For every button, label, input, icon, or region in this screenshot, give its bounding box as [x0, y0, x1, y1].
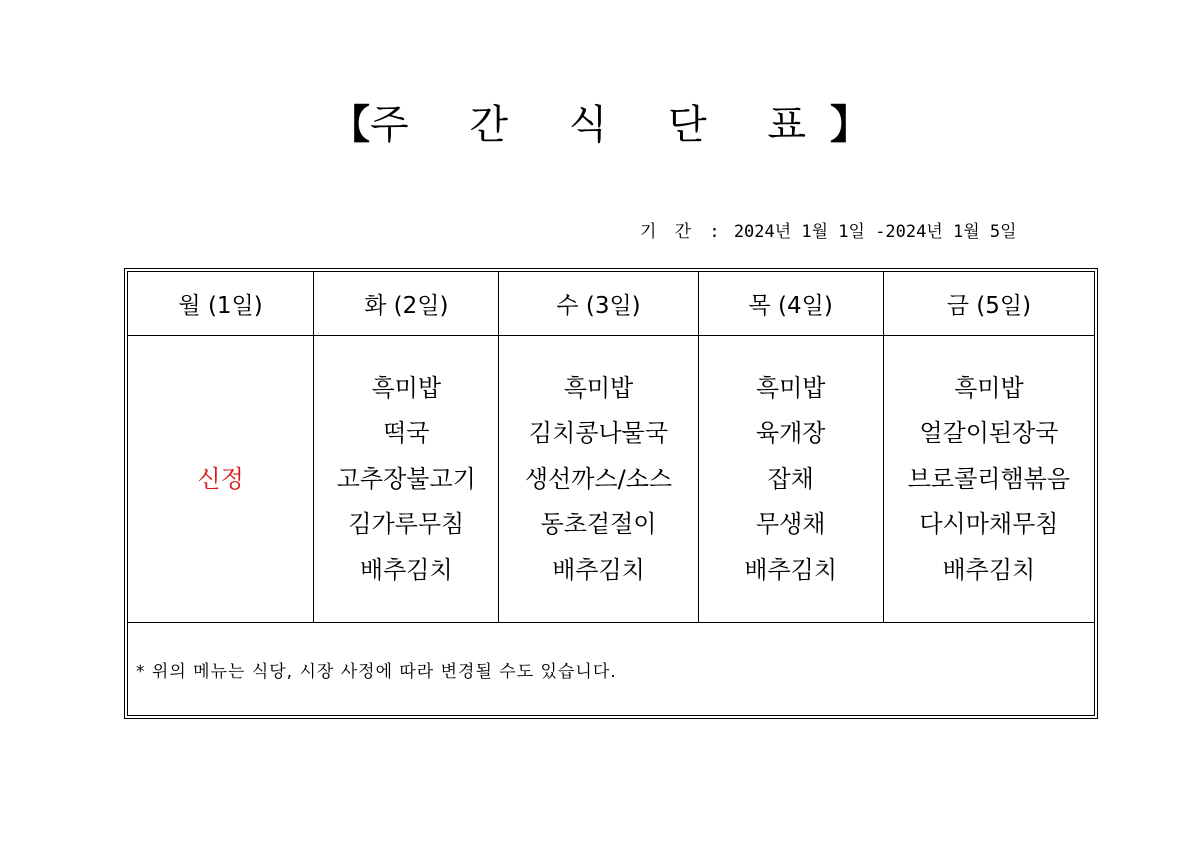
menu-row	[128, 336, 1095, 623]
menu-item: 떡국	[383, 419, 430, 448]
menu-item: 흑미밥	[755, 373, 826, 402]
header-monday: 월 (1일)	[128, 272, 314, 336]
menu-item: 배추김치	[552, 555, 645, 584]
cell-monday	[128, 336, 314, 623]
menu-item: 김가루무침	[348, 510, 465, 539]
menu-item: 무생채	[755, 510, 826, 539]
title-open-bracket: 【	[329, 102, 370, 148]
menu-item: 얼갈이된장국	[919, 419, 1059, 448]
note-row	[128, 623, 1095, 716]
menu-item: 흑미밥	[371, 373, 442, 402]
title-text: 주 간 식 단 표	[369, 102, 831, 148]
menu-item: 김치콩나물국	[528, 419, 669, 448]
period-value: 2024년 1월 1일 -2024년 1월 5일	[733, 222, 1017, 242]
period-label: 기 간 :	[640, 222, 724, 242]
menu-item: 흑미밥	[954, 373, 1024, 402]
menu-note: * 위의 메뉴는 식당, 시장 사정에 따라 변경될 수도 있습니다.	[128, 623, 1095, 716]
menu-item: 배추김치	[359, 555, 453, 584]
menu-item: 흑미밥	[563, 373, 634, 402]
cell-thursday	[698, 336, 883, 623]
menu-item: 배추김치	[942, 555, 1036, 584]
menu-item: 동초겉절이	[540, 510, 657, 539]
header-wednesday: 수 (3일)	[499, 272, 698, 336]
header-tuesday: 화 (2일)	[314, 272, 499, 336]
menu-item: 고추장불고기	[336, 464, 476, 493]
menu-table-frame	[124, 268, 1098, 719]
page-title	[0, 95, 1200, 155]
header-thursday: 목 (4일)	[698, 272, 883, 336]
header-friday: 금 (5일)	[883, 272, 1094, 336]
title-close-bracket: 】	[830, 102, 871, 148]
cell-friday	[883, 336, 1094, 623]
period-line	[640, 218, 1080, 246]
menu-item: 육개장	[755, 419, 826, 448]
weekly-menu-table	[127, 271, 1095, 716]
menu-item: 배추김치	[744, 555, 838, 584]
cell-tuesday	[314, 336, 499, 623]
menu-item: 브로콜리햄볶음	[907, 464, 1071, 493]
menu-item: 잡채	[767, 464, 814, 493]
menu-item: 다시마채무침	[919, 510, 1059, 539]
menu-item: 생선까스/소스	[524, 464, 673, 493]
holiday-label: 신정	[197, 464, 244, 493]
header-row	[128, 272, 1095, 336]
cell-wednesday	[499, 336, 698, 623]
